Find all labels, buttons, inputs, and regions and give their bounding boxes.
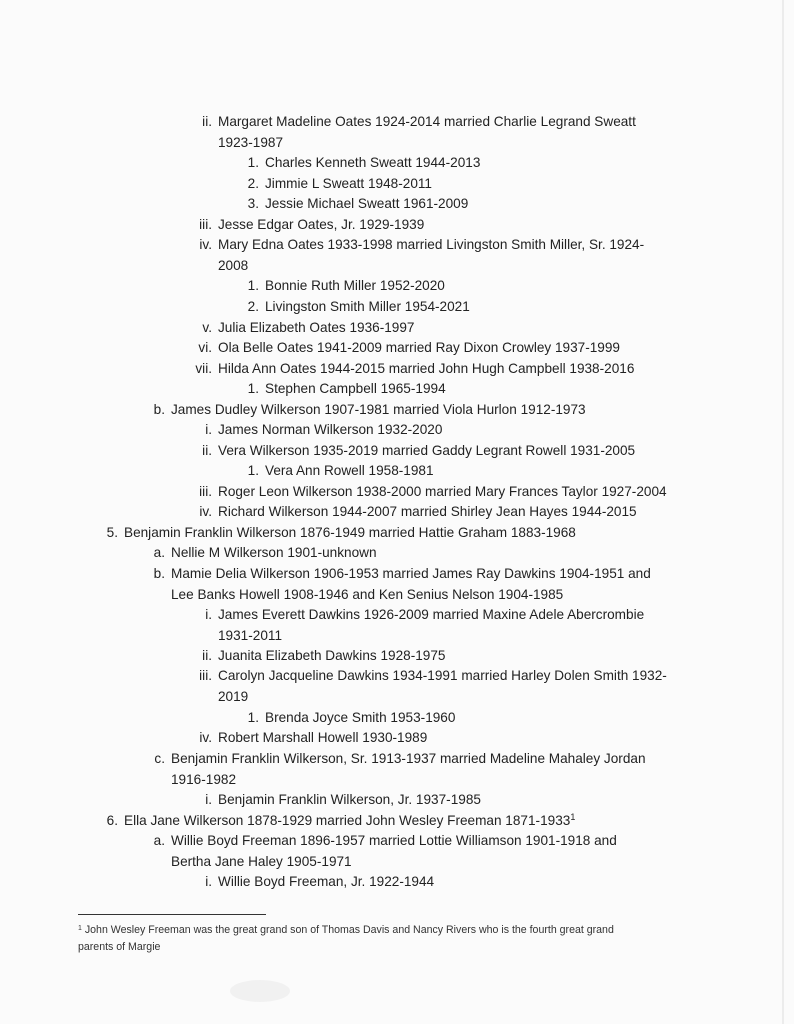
list-item: [247, 379, 446, 400]
list-item: [205, 790, 481, 811]
list-marker: iii.: [199, 484, 212, 499]
entry-line: 2019: [218, 688, 249, 704]
list-marker: i.: [205, 607, 212, 622]
list-marker: iii.: [199, 217, 212, 232]
entry-line: Roger Leon Wilkerson 1938-2000 married Mary Frances Taylor 1927-2004: [218, 484, 667, 499]
entry-line: James Norman Wilkerson 1932-2020: [218, 422, 443, 437]
list-item: [199, 666, 667, 707]
entry-line: Livingston Smith Miller 1954-2021: [265, 299, 470, 314]
entry-line: Mary Edna Oates 1933-1998 married Livingston Smith Miller, Sr. 1924-: [218, 237, 645, 252]
list-item: [202, 318, 415, 339]
entry-line: Willie Boyd Freeman 1896-1957 married Lottie Williamson 1901-1918 and: [171, 833, 617, 848]
entry-line: Lee Banks Howell 1908-1946 and Ken Senius Nelson 1904-1985: [171, 586, 564, 602]
entry-line: Carolyn Jacqueline Dawkins 1934-1991 married Harley Dolen Smith 1932-: [218, 668, 667, 683]
list-marker: i.: [205, 792, 212, 807]
list-marker: ii.: [202, 114, 212, 129]
list-item: [199, 482, 667, 503]
list-item: [247, 194, 469, 215]
list-marker: a.: [153, 833, 165, 848]
list-marker: ii.: [202, 648, 212, 663]
list-marker: iii.: [199, 668, 212, 683]
entry-line: Willie Boyd Freeman, Jr. 1922-1944: [218, 874, 435, 889]
list-item: [153, 543, 377, 564]
list-item: [199, 502, 637, 523]
entry-line: Bertha Jane Haley 1905-1971: [171, 853, 352, 869]
list-item: [202, 112, 636, 153]
entry-line: Jessie Michael Sweatt 1961-2009: [265, 196, 469, 211]
entry-line: James Dudley Wilkerson 1907-1981 married Viola Hurlon 1912-1973: [171, 402, 586, 417]
list-item: [198, 338, 620, 359]
list-item: [247, 276, 445, 297]
list-item: [202, 646, 446, 667]
list-item: [205, 872, 435, 893]
list-marker: 6.: [106, 813, 118, 828]
list-item: [106, 811, 576, 832]
list-marker: b.: [153, 402, 165, 417]
entry-line: 2008: [218, 257, 249, 273]
entry-line: Vera Wilkerson 1935-2019 married Gaddy Legrant Rowell 1931-2005: [218, 443, 636, 458]
footnote-text: John Wesley Freeman was the great grand son of Thomas Davis and Nancy Rivers who is the fourth great grand: [84, 924, 614, 936]
list-marker: i.: [205, 422, 212, 437]
entry-line: Stephen Campbell 1965-1994: [265, 381, 446, 396]
list-marker: 1.: [247, 278, 259, 293]
footnote-line: [78, 922, 678, 939]
entry-line: 1923-1987: [218, 134, 284, 150]
entry-line: Hilda Ann Oates 1944-2015 married John Hugh Campbell 1938-2016: [218, 361, 635, 376]
footnote-reference[interactable]: 1: [570, 812, 576, 822]
footnote-number: 1: [78, 925, 82, 932]
entry-line: Jesse Edgar Oates, Jr. 1929-1939: [218, 217, 425, 232]
list-item: [199, 215, 425, 236]
list-marker: 2.: [247, 176, 259, 191]
list-item: [154, 749, 646, 790]
entry-line: Jimmie L Sweatt 1948-2011: [265, 176, 432, 191]
footnote-line: parents of Margie: [78, 941, 161, 953]
list-item: [202, 441, 636, 462]
list-item: [247, 461, 434, 482]
list-marker: 2.: [247, 299, 259, 314]
entry-line: Julia Elizabeth Oates 1936-1997: [218, 320, 415, 335]
list-marker: v.: [202, 320, 212, 335]
list-item: [153, 400, 586, 421]
entry-line: Benjamin Franklin Wilkerson 1876-1949 married Hattie Graham 1883-1968: [124, 525, 576, 540]
list-marker: vi.: [198, 340, 212, 355]
list-item: [195, 359, 635, 380]
list-item: [153, 564, 651, 605]
entry-line: James Everett Dawkins 1926-2009 married Maxine Adele Abercrombie: [218, 607, 645, 622]
list-marker: ii.: [202, 443, 212, 458]
list-item: [205, 420, 443, 441]
entry-line: Benjamin Franklin Wilkerson, Sr. 1913-1937 married Madeline Mahaley Jordan: [171, 751, 646, 766]
list-item: [247, 153, 481, 174]
scan-smudge: [230, 980, 290, 1002]
entry-line: Benjamin Franklin Wilkerson, Jr. 1937-1985: [218, 792, 481, 807]
list-marker: 3.: [247, 196, 259, 211]
entry-line: Mamie Delia Wilkerson 1906-1953 married James Ray Dawkins 1904-1951 and: [171, 566, 651, 581]
list-marker: 1.: [247, 710, 259, 725]
entry-line: Margaret Madeline Oates 1924-2014 married Charlie Legrand Sweatt: [218, 114, 636, 129]
entry-line: Charles Kenneth Sweatt 1944-2013: [265, 155, 481, 170]
list-item: [247, 297, 470, 318]
list-marker: iv.: [199, 237, 212, 252]
entry-text: Ella Jane Wilkerson 1878-1929 married John Wesley Freeman 1871-1933: [124, 813, 571, 828]
footnote: [78, 922, 678, 956]
list-item: [153, 831, 617, 872]
list-marker: 1.: [247, 381, 259, 396]
entry-line: 1931-2011: [218, 627, 282, 643]
list-marker: vii.: [195, 361, 212, 376]
list-item: [247, 708, 456, 729]
list-item: [247, 174, 432, 195]
list-item: [106, 523, 576, 544]
entry-line: [124, 811, 575, 832]
entry-line: 1916-1982: [171, 771, 237, 787]
entry-line: Nellie M Wilkerson 1901-unknown: [171, 545, 377, 560]
list-marker: a.: [153, 545, 165, 560]
entry-line: Ola Belle Oates 1941-2009 married Ray Dixon Crowley 1937-1999: [218, 340, 620, 355]
entry-line: Juanita Elizabeth Dawkins 1928-1975: [218, 648, 446, 663]
list-marker: b.: [153, 566, 165, 581]
list-marker: 1.: [247, 155, 259, 170]
list-marker: iv.: [199, 730, 212, 745]
entry-line: Robert Marshall Howell 1930-1989: [218, 730, 428, 745]
list-marker: c.: [154, 751, 165, 766]
entry-line: Richard Wilkerson 1944-2007 married Shirley Jean Hayes 1944-2015: [218, 504, 637, 519]
entry-line: Vera Ann Rowell 1958-1981: [265, 463, 434, 478]
entry-line: Brenda Joyce Smith 1953-1960: [265, 710, 456, 725]
list-marker: iv.: [199, 504, 212, 519]
list-item: [199, 728, 428, 749]
list-item: [199, 235, 645, 276]
footnote-separator: [78, 914, 266, 915]
page-edge: [782, 0, 784, 1024]
list-marker: 5.: [106, 525, 118, 540]
list-item: [205, 605, 645, 646]
list-marker: 1.: [247, 463, 259, 478]
list-marker: i.: [205, 874, 212, 889]
entry-line: Bonnie Ruth Miller 1952-2020: [265, 278, 445, 293]
